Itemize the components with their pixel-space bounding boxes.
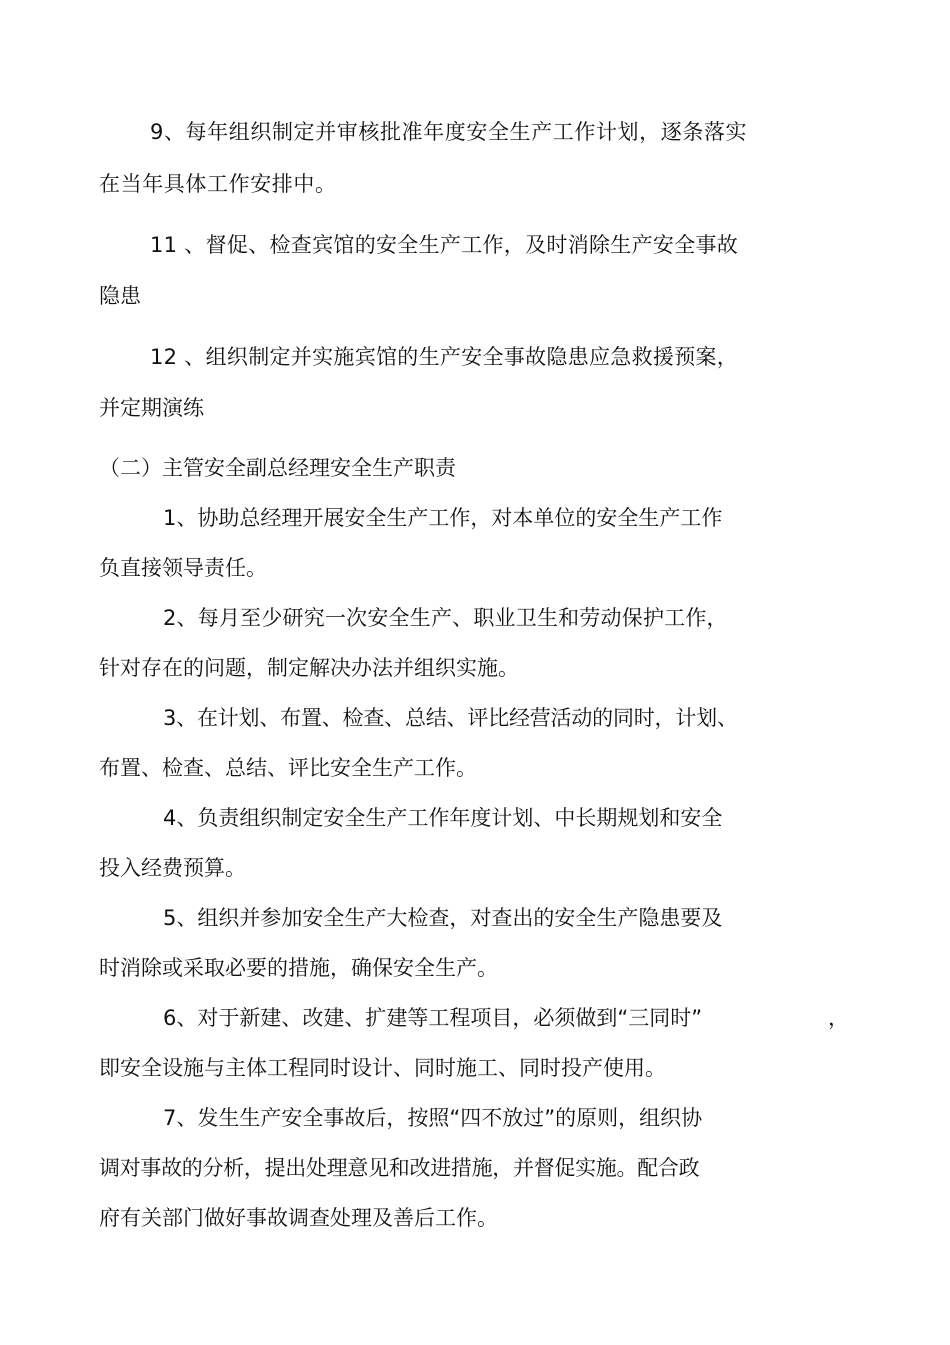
text-line-s6-a: 6、对于新建、改建、扩建等工程项目，必须做到“三同时” [163,1006,703,1030]
text-line-item12-b: 并定期演练 [99,396,204,420]
text-line-s3-a: 3、在计划、布置、检查、总结、评比经营活动的同时，计划、 [163,706,738,730]
text-line-item9-b: 在当年具体工作安排中。 [99,172,337,196]
text-line-s4-a: 4、负责组织制定安全生产工作年度计划、中长期规划和安全 [163,806,723,830]
text-line-s7-a: 7、发生生产安全事故后，按照“四不放过”的原则，组织协 [163,1106,703,1130]
text-line-item11-a: 11 、督促、检查宾馆的安全生产工作，及时消除生产安全事故 [150,233,739,257]
text-line-s6-comma: ， [828,1006,849,1030]
section-heading: （二）主管安全副总经理安全生产职责 [99,456,456,480]
text-line-s2-b: 针对存在的问题，制定解决办法并组织实施。 [99,656,519,680]
text-line-s3-b: 布置、检查、总结、评比安全生产工作。 [99,756,477,780]
text-line-s2-a: 2、每月至少研究一次安全生产、职业卫生和劳动保护工作， [163,606,728,630]
text-line-s5-a: 5、组织并参加安全生产大检查，对查出的安全生产隐患要及 [163,906,723,930]
text-line-s7-b: 调对事故的分析，提出处理意见和改进措施，并督促实施。配合政 [99,1156,700,1180]
text-line-item9-a: 9、每年组织制定并审核批准年度安全生产工作计划，逐条落实 [150,120,748,144]
text-line-s1-a: 1、协助总经理开展安全生产工作，对本单位的安全生产工作 [163,506,723,530]
text-line-item11-b: 隐患 [99,284,141,308]
text-line-item12-a: 12 、组织制定并实施宾馆的生产安全事故隐患应急救援预案， [150,345,739,369]
text-line-s1-b: 负直接领导责任。 [99,556,267,580]
text-line-s6-b: 即安全设施与主体工程同时设计、同时施工、同时投产使用。 [99,1056,666,1080]
text-line-s4-b: 投入经费预算。 [99,856,246,880]
text-line-s7-c: 府有关部门做好事故调查处理及善后工作。 [99,1206,498,1230]
text-line-s5-b: 时消除或采取必要的措施，确保安全生产。 [99,956,498,980]
